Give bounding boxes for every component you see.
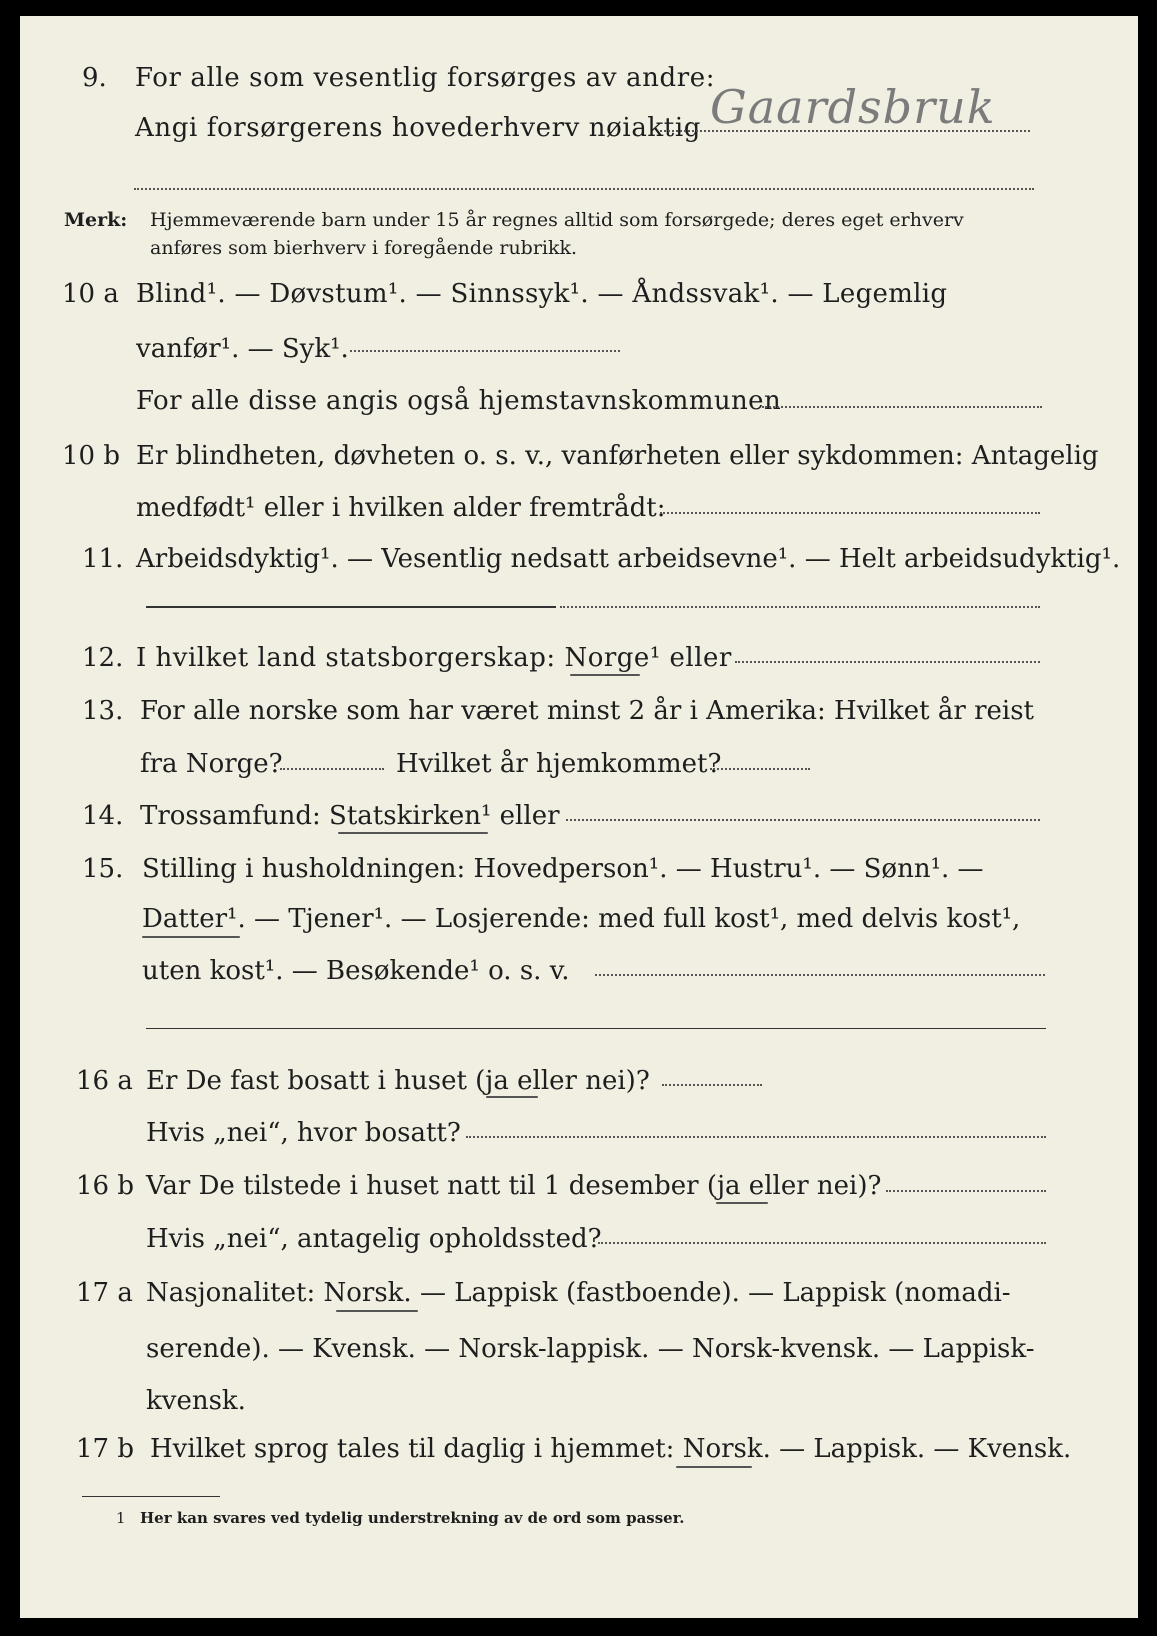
q12-line1: I hvilket land statsborgerskap: Norge¹ eller [136,643,732,673]
merk-label: Merk: [64,209,128,231]
q10b-number: 10 b [62,441,120,471]
q11-answer-line2 [560,606,1040,608]
q9-number: 9. [82,63,107,93]
q15-line3: uten kost¹. — Besøkende¹ o. s. v. [142,956,570,986]
q15-line1: Stilling i husholdningen: Hovedperson¹. — Hustru¹. — Sønn¹. — [142,854,984,884]
q17b-number: 17 b [76,1434,134,1464]
q14-underline-statskirken [338,832,488,834]
q10b-answer-line [660,512,1040,514]
q16a-answer-line [662,1084,762,1086]
q16b-underline-ja [716,1202,768,1204]
q10b-line1: Er blindheten, døvheten o. s. v., vanførheten eller sykdommen: Antagelig [136,441,1099,471]
q16a-line1: Er De fast bosatt i huset (ja eller nei)? [146,1066,650,1096]
q13-number: 13. [82,696,124,726]
q17a-underline-norsk [336,1310,418,1312]
q15-answer-line2 [146,1028,1046,1029]
q16b-answer-line2 [598,1242,1046,1244]
q15-underline-datter [142,936,240,938]
q13-line2a: fra Norge? [140,749,283,779]
q17a-line2: serende). — Kvensk. — Norsk-lappisk. — Norsk-kvensk. — Lappisk- [146,1334,1035,1364]
q9-line2: Angi forsørgerens hovederhverv nøiaktig [135,113,701,143]
q13-answer-line-hjem [710,768,810,770]
q17a-number: 17 a [76,1278,133,1308]
q11-line1: Arbeidsdyktig¹. — Vesentlig nedsatt arbeidsevne¹. — Helt arbeidsudyktig¹. [136,544,1121,574]
q14-line1: Trossamfund: Statskirken¹ eller [140,801,560,831]
q10a-line1: Blind¹. — Døvstum¹. — Sinnssyk¹. — Åndssvak¹. — Legemlig [136,279,948,309]
q13-line2b: Hvilket år hjemkommet? [396,749,722,779]
q10a-number: 10 a [62,279,119,309]
q16a-number: 16 a [76,1066,133,1096]
q17b-line1: Hvilket sprog tales til daglig i hjemmet: Norsk. — Lappisk. — Kvensk. [150,1434,1072,1464]
q16a-answer-line2 [466,1136,1046,1138]
q16b-answer-line [886,1190,1046,1192]
q13-answer-line-reist [280,768,384,770]
q16b-line2: Hvis „nei“, antagelig opholdssted? [146,1224,602,1254]
q10a-answer-line2 [762,406,1042,408]
footnote-mark: 1 [116,1509,126,1527]
q15-answer-line [595,974,1045,976]
q9-answer-line2 [134,188,1034,190]
q15-number: 15. [82,854,124,884]
q12-number: 12. [82,643,124,673]
q17a-line1: Nasjonalitet: Norsk. — Lappisk (fastboende). — Lappisk (nomadi- [146,1278,1011,1308]
q14-answer-line [566,819,1040,821]
q13-line1: For alle norske som har været minst 2 år i Amerika: Hvilket år reist [140,696,1034,726]
q11-answer-line [146,606,556,608]
merk-line2: anføres som bierhverv i foregående rubrikk. [150,237,578,259]
footnote-text: Her kan svares ved tydelig understrekning av de ord som passer. [140,1509,685,1527]
form-page [20,16,1138,1618]
q17a-line3: kvensk. [146,1386,246,1416]
footnote-rule [82,1496,220,1497]
q16b-number: 16 b [76,1171,134,1201]
q11-number: 11. [82,544,124,574]
q17b-underline-norsk [676,1466,752,1468]
merk-line1: Hjemmeværende barn under 15 år regnes alltid som forsørgede; deres eget erhverv [150,209,964,231]
q9-line1: For alle som vesentlig forsørges av andre: [135,63,716,93]
q15-line2: Datter¹. — Tjener¹. — Losjerende: med full kost¹, med delvis kost¹, [142,904,1021,934]
q9-handwritten-answer: Gaardsbruk [710,80,996,134]
q16a-underline-ja [486,1096,538,1098]
q16b-line1: Var De tilstede i huset natt til 1 desember (ja eller nei)? [146,1171,882,1201]
q16a-line2: Hvis „nei“, hvor bosatt? [146,1118,461,1148]
q10a-line2: vanfør¹. — Syk¹. [136,334,349,364]
q10a-answer-line [350,350,620,352]
q10b-line2: medfødt¹ eller i hvilken alder fremtrådt: [136,493,666,523]
q12-underline-norge [570,674,640,676]
q10a-line3: For alle disse angis også hjemstavnskommunen [136,386,782,416]
q14-number: 14. [82,801,124,831]
q12-answer-line [735,661,1040,663]
